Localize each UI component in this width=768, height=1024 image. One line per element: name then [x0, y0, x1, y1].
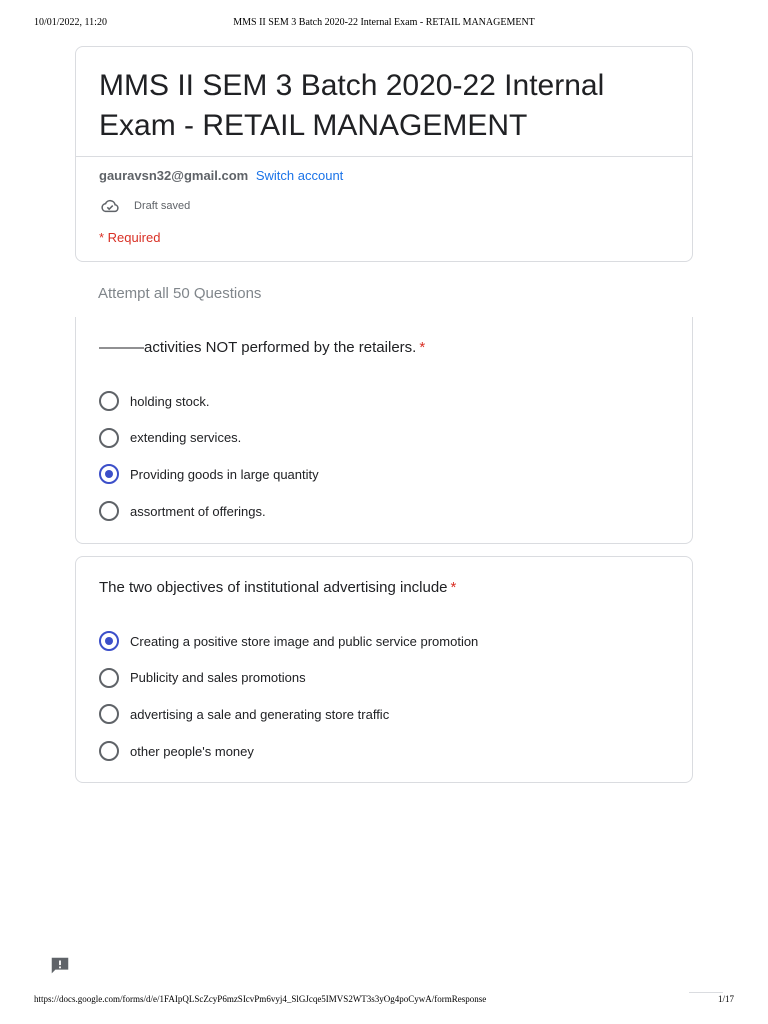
switch-account-link[interactable]: Switch account: [255, 168, 344, 183]
question-text: ———activities NOT performed by the retailers.: [99, 339, 417, 356]
radio-option-label: assortment of offerings.: [130, 503, 266, 519]
radio-option[interactable]: [99, 456, 319, 493]
required-asterisk: *: [419, 339, 426, 356]
radio-option[interactable]: [99, 493, 319, 530]
header-divider: [76, 156, 692, 157]
radio-button[interactable]: [99, 631, 119, 651]
form-header-card: [75, 46, 693, 262]
draft-status-text: Draft saved: [134, 200, 191, 212]
draft-status: [100, 198, 190, 214]
feedback-icon[interactable]: [49, 955, 71, 977]
radio-group: [99, 383, 319, 529]
radio-option-label: extending services.: [130, 430, 242, 446]
radio-option[interactable]: [99, 383, 319, 420]
radio-option-label: holding stock.: [130, 393, 210, 409]
radio-option[interactable]: [99, 660, 478, 697]
page-number: 1/17: [717, 994, 734, 1004]
cloud-check-icon: [100, 198, 120, 214]
print-url: https://docs.google.com/forms/d/e/1FAIpQLScZcyP6mzSIcvPm6vyj4_SlGJcqe5IMVS2WT3s3yOg4poCywA/formResponse: [34, 994, 487, 1004]
print-header: [34, 17, 734, 31]
radio-button[interactable]: [99, 668, 119, 688]
form-title: MMS II SEM 3 Batch 2020-22 Internal Exam - RETAIL MANAGEMENT: [99, 69, 605, 142]
required-asterisk: *: [450, 579, 457, 596]
radio-group: [99, 623, 478, 769]
print-timestamp: 10/01/2022, 11:20: [34, 17, 107, 28]
radio-option-label: Providing goods in large quantity: [130, 466, 319, 482]
radio-option[interactable]: [99, 420, 319, 457]
question-title: [99, 579, 456, 596]
print-title: MMS II SEM 3 Batch 2020-22 Internal Exam - RETAIL MANAGEMENT: [233, 17, 535, 28]
radio-option[interactable]: [99, 623, 478, 660]
radio-option-label: Publicity and sales promotions: [130, 670, 306, 686]
question-card: [75, 556, 693, 783]
question-title: [99, 339, 425, 356]
account-row: [99, 168, 343, 183]
radio-option[interactable]: [99, 696, 478, 733]
account-email: gauravsn32@gmail.com: [99, 168, 249, 183]
section-description: Attempt all 50 Questions: [98, 285, 262, 302]
radio-button[interactable]: [99, 391, 119, 411]
radio-button[interactable]: [99, 501, 119, 521]
footer-rule: [689, 992, 723, 993]
radio-option[interactable]: [99, 733, 478, 770]
radio-option-label: other people's money: [130, 743, 254, 759]
radio-option-label: Creating a positive store image and public service promotion: [130, 633, 479, 649]
radio-button[interactable]: [99, 704, 119, 724]
question-card: [75, 317, 693, 544]
radio-button[interactable]: [99, 741, 119, 761]
radio-button[interactable]: [99, 464, 119, 484]
radio-button[interactable]: [99, 428, 119, 448]
radio-option-label: advertising a sale and generating store traffic: [130, 706, 390, 722]
question-text: The two objectives of institutional advertising include: [99, 579, 448, 596]
required-note: * Required: [99, 230, 161, 245]
